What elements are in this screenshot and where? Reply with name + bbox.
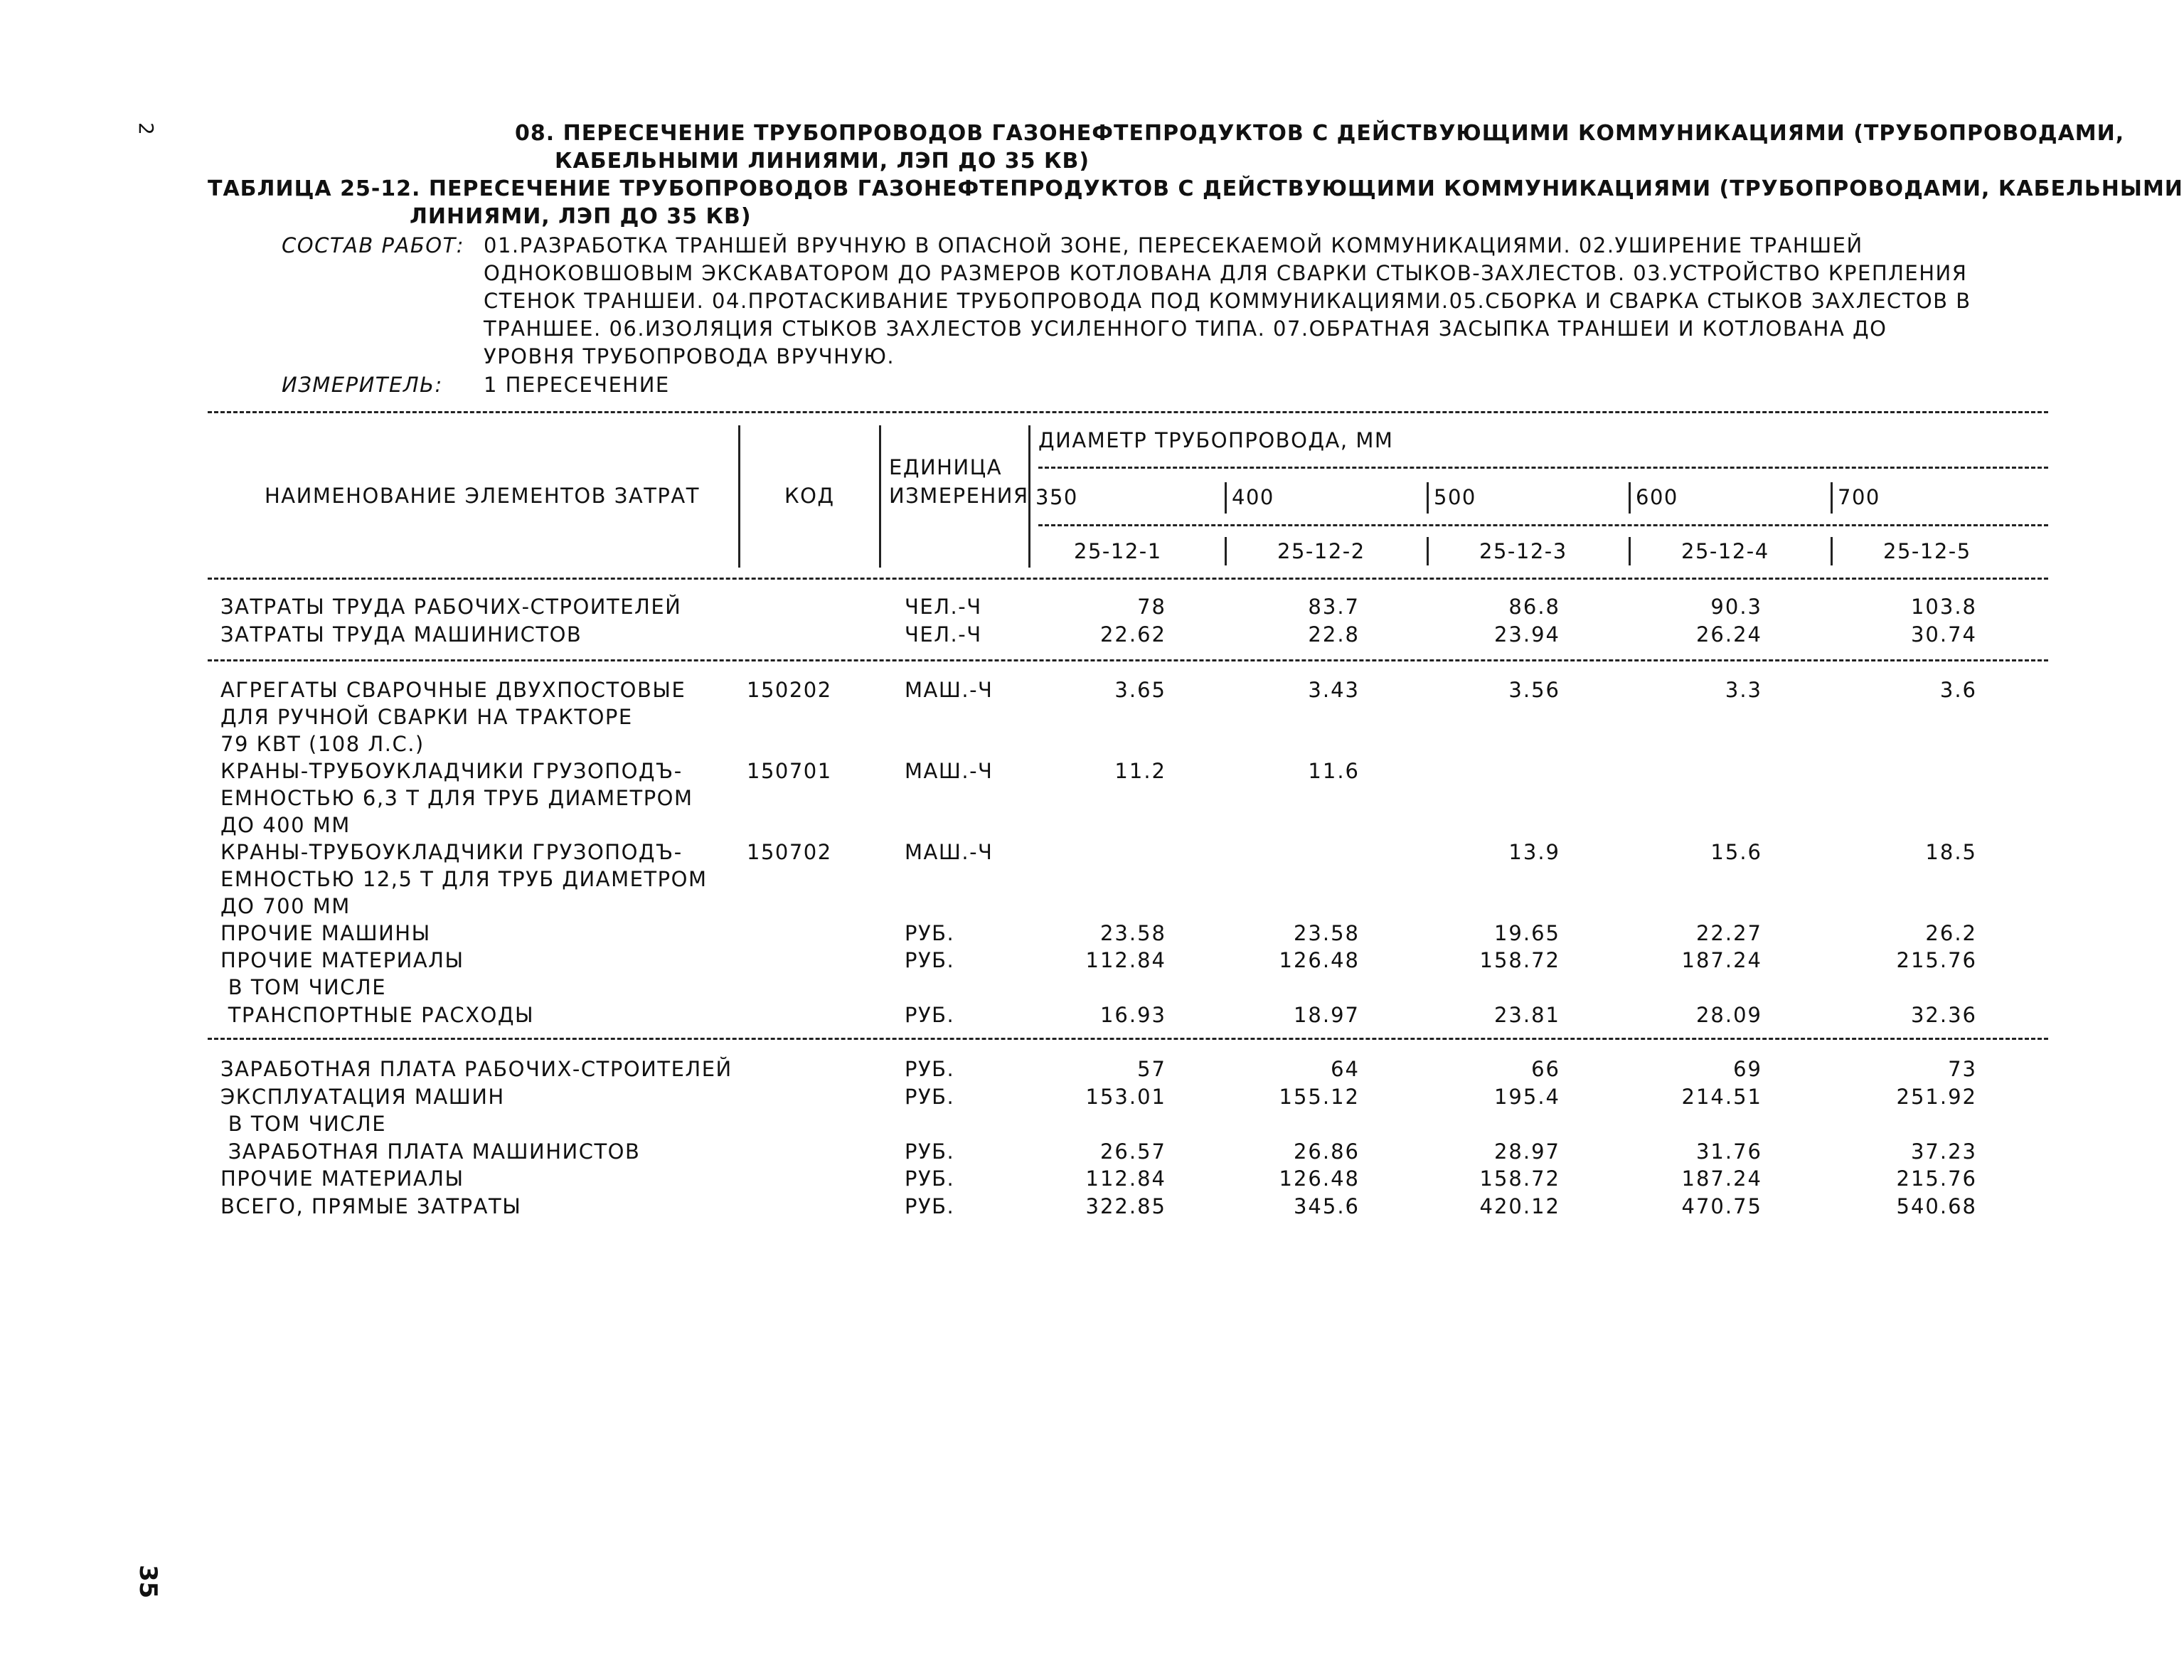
row-value: 195.4 xyxy=(1493,1085,1560,1109)
vsep-code xyxy=(879,425,881,568)
row-name: ТРАНСПОРТНЫЕ РАСХОДЫ xyxy=(220,1003,535,1027)
vsep-c3 xyxy=(1427,537,1429,565)
row-value: 66 xyxy=(1531,1057,1560,1081)
diam-350: 350 xyxy=(1035,485,1078,509)
row-value: 57 xyxy=(1137,1057,1166,1081)
row-value: 187.24 xyxy=(1681,948,1762,972)
row-name: ЗАРАБОТНАЯ ПЛАТА РАБОЧИХ-СТРОИТЕЛЕЙ xyxy=(220,1057,733,1081)
work-line-1: 01.РАЗРАБОТКА ТРАНШЕЙ ВРУЧНУЮ В ОПАСНОЙ ЗОНЕ, ПЕРЕСЕКАЕМОЙ КОММУНИКАЦИЯМИ. 02.УШИРЕНИЕ ТРАНШЕЙ xyxy=(484,233,1863,257)
row-value: 28.97 xyxy=(1493,1139,1560,1164)
row-value: 13.9 xyxy=(1508,840,1560,864)
row-name: ЗАРАБОТНАЯ ПЛАТА МАШИНИСТОВ xyxy=(220,1139,641,1164)
margin-mark-top: 2 xyxy=(134,122,158,135)
row-value: 86.8 xyxy=(1508,595,1560,619)
diam-500: 500 xyxy=(1434,485,1476,509)
header-code: КОД xyxy=(784,484,835,508)
code-25-12-2: 25-12-2 xyxy=(1277,539,1365,563)
row-value: 19.65 xyxy=(1493,921,1560,945)
row-value: 18.97 xyxy=(1293,1003,1360,1027)
row-value: 11.2 xyxy=(1114,759,1166,783)
row-value: 26.57 xyxy=(1099,1139,1166,1164)
row-value: 26.24 xyxy=(1695,622,1762,647)
row-value: 90.3 xyxy=(1710,595,1762,619)
row-value: 78 xyxy=(1137,595,1166,619)
row-value: 22.27 xyxy=(1695,921,1762,945)
section-title: 08. ПЕРЕСЕЧЕНИЕ ТРУБОПРОВОДОВ ГАЗОНЕФТЕПРОДУКТОВ С ДЕЙСТВУЮЩИМИ КОММУНИКАЦИЯМИ (ТРУБОПРОВОДАМИ, xyxy=(515,121,2125,146)
row-value: 3.3 xyxy=(1725,678,1762,702)
row-value: 214.51 xyxy=(1681,1085,1762,1109)
row-unit: РУБ. xyxy=(905,1139,955,1164)
table-title-cont: ЛИНИЯМИ, ЛЭП ДО 35 КВ) xyxy=(410,204,752,229)
rule-diam xyxy=(1038,467,2048,469)
row-name: ЕМНОСТЬЮ 12,5 Т ДЛЯ ТРУБ ДИАМЕТРОМ xyxy=(220,867,708,891)
row-value: 251.92 xyxy=(1896,1085,1977,1109)
rule-group-1 xyxy=(208,659,2048,661)
row-value: 15.6 xyxy=(1710,840,1762,864)
row-value: 26.86 xyxy=(1293,1139,1360,1164)
row-name: ЗАТРАТЫ ТРУДА РАБОЧИХ-СТРОИТЕЛЕЙ xyxy=(220,595,682,619)
row-unit: РУБ. xyxy=(905,1057,955,1081)
row-value: 11.6 xyxy=(1308,759,1360,783)
row-value: 3.43 xyxy=(1308,678,1360,702)
work-line-4: ТРАНШЕЕ. 06.ИЗОЛЯЦИЯ СТЫКОВ ЗАХЛЕСТОВ УСИЛЕННОГО ТИПА. 07.ОБРАТНАЯ ЗАСЫПКА ТРАНШЕИ И КОТЛОВАНА ДО xyxy=(484,317,1887,341)
row-value: 3.65 xyxy=(1114,678,1166,702)
row-value: 22.8 xyxy=(1308,622,1360,647)
row-value: 112.84 xyxy=(1085,1166,1166,1191)
row-name: КРАНЫ-ТРУБОУКЛАДЧИКИ ГРУЗОПОДЪ- xyxy=(220,759,683,783)
code-25-12-1: 25-12-1 xyxy=(1074,539,1162,563)
row-code: 150202 xyxy=(747,678,832,702)
row-code: 150701 xyxy=(747,759,832,783)
row-value: 23.58 xyxy=(1099,921,1166,945)
row-value: 18.5 xyxy=(1925,840,1977,864)
row-unit: ЧЕЛ.-Ч xyxy=(905,595,982,619)
row-value: 540.68 xyxy=(1896,1194,1977,1218)
row-unit: РУБ. xyxy=(905,1194,955,1218)
row-unit: МАШ.-Ч xyxy=(905,840,994,864)
row-unit: РУБ. xyxy=(905,921,955,945)
rule-header-bottom xyxy=(208,578,2048,580)
vsep-d400 xyxy=(1225,482,1227,514)
rule-subcodes xyxy=(1038,524,2048,526)
row-value: 112.84 xyxy=(1085,948,1166,972)
meter-label: ИЗМЕРИТЕЛЬ: xyxy=(282,373,443,397)
row-name: КРАНЫ-ТРУБОУКЛАДЧИКИ ГРУЗОПОДЪ- xyxy=(220,840,683,864)
row-unit: РУБ. xyxy=(905,1085,955,1109)
row-value: 322.85 xyxy=(1085,1194,1166,1218)
code-25-12-5: 25-12-5 xyxy=(1883,539,1971,563)
row-name: АГРЕГАТЫ СВАРОЧНЫЕ ДВУХПОСТОВЫЕ xyxy=(220,678,686,702)
row-value: 31.76 xyxy=(1695,1139,1762,1164)
header-unit-1: ЕДИНИЦА xyxy=(889,455,1003,479)
row-value: 126.48 xyxy=(1279,1166,1360,1191)
diam-700: 700 xyxy=(1838,485,1880,509)
work-line-2: ОДНОКОВШОВЫМ ЭКСКАВАТОРОМ ДО РАЗМЕРОВ КОТЛОВАНА ДЛЯ СВАРКИ СТЫКОВ-ЗАХЛЕСТОВ. 03.УСТРОЙСТВО КРЕПЛЕНИЯ xyxy=(484,261,1968,285)
row-name: ПРОЧИЕ МАШИНЫ xyxy=(220,921,431,945)
header-diameter: ДИАМЕТР ТРУБОПРОВОДА, ММ xyxy=(1038,428,1394,452)
code-25-12-4: 25-12-4 xyxy=(1681,539,1769,563)
row-unit: МАШ.-Ч xyxy=(905,759,994,783)
row-value: 83.7 xyxy=(1308,595,1360,619)
row-value: 420.12 xyxy=(1479,1194,1560,1218)
meter-value: 1 ПЕРЕСЕЧЕНИЕ xyxy=(484,373,670,397)
row-value: 3.56 xyxy=(1508,678,1560,702)
work-label: СОСТАВ РАБОТ: xyxy=(282,233,465,257)
work-line-5: УРОВНЯ ТРУБОПРОВОДА ВРУЧНУЮ. xyxy=(484,344,895,368)
row-value: 155.12 xyxy=(1279,1085,1360,1109)
row-value: 158.72 xyxy=(1479,1166,1560,1191)
row-name: В ТОМ ЧИСЛЕ xyxy=(220,975,387,999)
rule-top xyxy=(208,411,2048,413)
margin-mark-bottom: 35 xyxy=(134,1565,162,1599)
row-value: 32.36 xyxy=(1910,1003,1977,1027)
row-value: 16.93 xyxy=(1099,1003,1166,1027)
row-value: 187.24 xyxy=(1681,1166,1762,1191)
row-name: 79 КВТ (108 Л.С.) xyxy=(220,732,425,756)
row-name: В ТОМ ЧИСЛЕ xyxy=(220,1112,387,1136)
row-value: 64 xyxy=(1331,1057,1360,1081)
row-name: ПРОЧИЕ МАТЕРИАЛЫ xyxy=(220,1166,464,1191)
row-value: 69 xyxy=(1733,1057,1762,1081)
row-value: 73 xyxy=(1948,1057,1977,1081)
rule-group-2 xyxy=(208,1038,2048,1040)
table-title: ТАБЛИЦА 25-12. ПЕРЕСЕЧЕНИЕ ТРУБОПРОВОДОВ ГАЗОНЕФТЕПРОДУКТОВ С ДЕЙСТВУЮЩИМИ КОММУНИКАЦИЯМИ (ТРУБОПРОВОДАМИ, КАБЕЛЬНЫМИ xyxy=(208,176,2183,201)
row-code: 150702 xyxy=(747,840,832,864)
row-value: 126.48 xyxy=(1279,948,1360,972)
section-title-cont: КАБЕЛЬНЫМИ ЛИНИЯМИ, ЛЭП ДО 35 КВ) xyxy=(555,149,1090,174)
vsep-d500 xyxy=(1427,482,1429,514)
vsep-d600 xyxy=(1629,482,1631,514)
code-25-12-3: 25-12-3 xyxy=(1479,539,1567,563)
row-name: ЕМНОСТЬЮ 6,3 Т ДЛЯ ТРУБ ДИАМЕТРОМ xyxy=(220,786,693,810)
row-value: 103.8 xyxy=(1910,595,1977,619)
row-name: ЭКСПЛУАТАЦИЯ МАШИН xyxy=(220,1085,505,1109)
vsep-c4 xyxy=(1629,537,1631,565)
row-value: 23.81 xyxy=(1493,1003,1560,1027)
row-name: ДО 700 ММ xyxy=(220,894,351,918)
row-value: 28.09 xyxy=(1695,1003,1762,1027)
work-line-3: СТЕНОК ТРАНШЕИ. 04.ПРОТАСКИВАНИЕ ТРУБОПРОВОДА ПОД КОММУНИКАЦИЯМИ.05.СБОРКА И СВАРКА СТЫКОВ ЗАХЛЕСТОВ В xyxy=(484,289,1971,313)
row-name: ДО 400 ММ xyxy=(220,813,351,837)
vsep-c5 xyxy=(1831,537,1833,565)
row-value: 23.94 xyxy=(1493,622,1560,647)
row-value: 345.6 xyxy=(1293,1194,1360,1218)
diam-600: 600 xyxy=(1636,485,1678,509)
row-unit: МАШ.-Ч xyxy=(905,678,994,702)
row-unit: РУБ. xyxy=(905,1003,955,1027)
row-value: 158.72 xyxy=(1479,948,1560,972)
row-value: 30.74 xyxy=(1910,622,1977,647)
row-value: 215.76 xyxy=(1896,1166,1977,1191)
header-unit-2: ИЗМЕРЕНИЯ xyxy=(889,484,1029,508)
row-value: 153.01 xyxy=(1085,1085,1166,1109)
row-unit: РУБ. xyxy=(905,948,955,972)
row-value: 26.2 xyxy=(1925,921,1977,945)
row-name: ЗАТРАТЫ ТРУДА МАШИНИСТОВ xyxy=(220,622,582,647)
row-value: 470.75 xyxy=(1681,1194,1762,1218)
row-value: 37.23 xyxy=(1910,1139,1977,1164)
row-value: 23.58 xyxy=(1293,921,1360,945)
row-unit: ЧЕЛ.-Ч xyxy=(905,622,982,647)
row-name: ПРОЧИЕ МАТЕРИАЛЫ xyxy=(220,948,464,972)
header-name: НАИМЕНОВАНИЕ ЭЛЕМЕНТОВ ЗАТРАТ xyxy=(265,484,700,508)
vsep-d700 xyxy=(1831,482,1833,514)
row-value: 3.6 xyxy=(1939,678,1977,702)
row-name: ДЛЯ РУЧНОЙ СВАРКИ НА ТРАКТОРЕ xyxy=(220,705,633,729)
row-name: ВСЕГО, ПРЯМЫЕ ЗАТРАТЫ xyxy=(220,1194,522,1218)
row-unit: РУБ. xyxy=(905,1166,955,1191)
vsep-name xyxy=(738,425,740,568)
vsep-c2 xyxy=(1225,537,1227,565)
row-value: 215.76 xyxy=(1896,948,1977,972)
diam-400: 400 xyxy=(1232,485,1274,509)
row-value: 22.62 xyxy=(1099,622,1166,647)
